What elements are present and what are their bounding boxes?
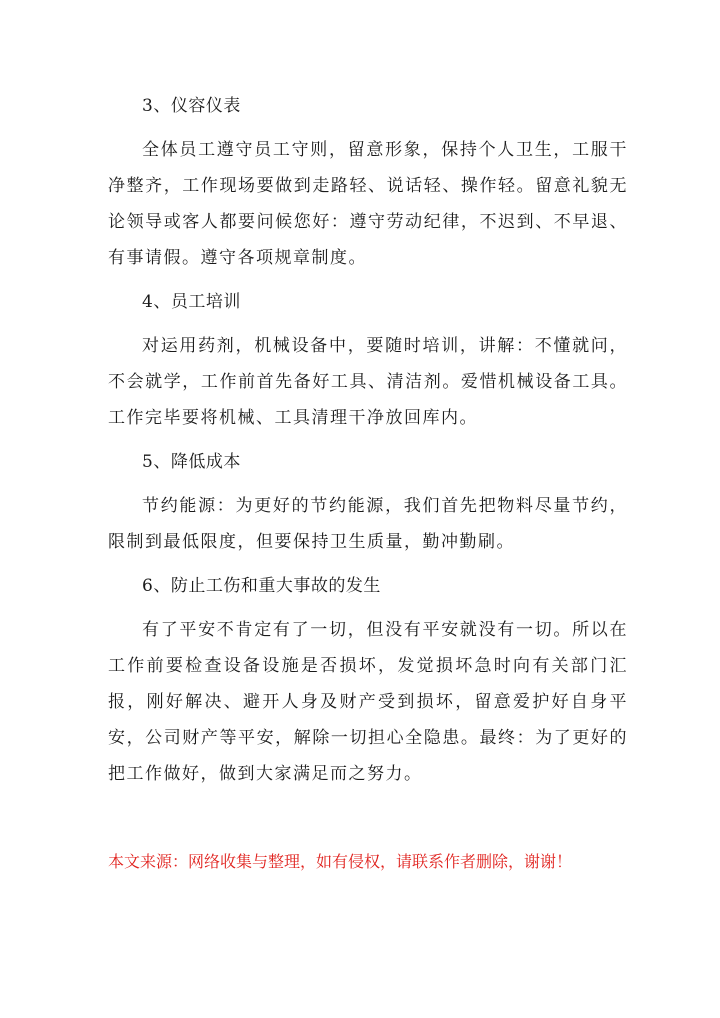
section-body-5: 节约能源：为更好的节约能源，我们首先把物料尽量节约，限制到最低限度，但要保持卫生质量，勤冲勤刷。	[108, 496, 628, 552]
section-heading-3: 3、仪容仪表	[142, 96, 241, 116]
section-body-4: 对运用药剂，机械设备中，要随时培训，讲解：不懂就问，不会就学，工作前首先备好工具、清洁剂。爱惜机械设备工具。工作完毕要将机械、工具清理干净放回库内。	[108, 336, 628, 428]
section-heading-6: 6、防止工伤和重大事故的发生	[142, 576, 381, 596]
source-note: 本文来源：网络收集与整理，如有侵权，请联系作者删除，谢谢！	[108, 852, 573, 871]
document-body	[108, 88, 628, 800]
section-body-6: 有了平安不肯定有了一切，但没有平安就没有一切。所以在工作前要检查设备设施是否损坏，发觉损坏急时向有关部门汇报，刚好解决、避开人身及财产受到损坏，留意爱护好自身平安，公司财产等平安，解除一切担心全隐患。最终：为了更好的把工作做好，做到大家满足而之努力。	[108, 620, 628, 784]
section-heading-5: 5、降低成本	[142, 452, 241, 472]
section-body-3: 全体员工遵守员工守则，留意形象，保持个人卫生，工服干净整齐，工作现场要做到走路轻、说话轻、操作轻。留意礼貌无论领导或客人都要问候您好：遵守劳动纪律，不迟到、不早退、有事请假。遵守各项规章制度。	[108, 140, 628, 268]
section-heading-4: 4、员工培训	[142, 292, 241, 312]
